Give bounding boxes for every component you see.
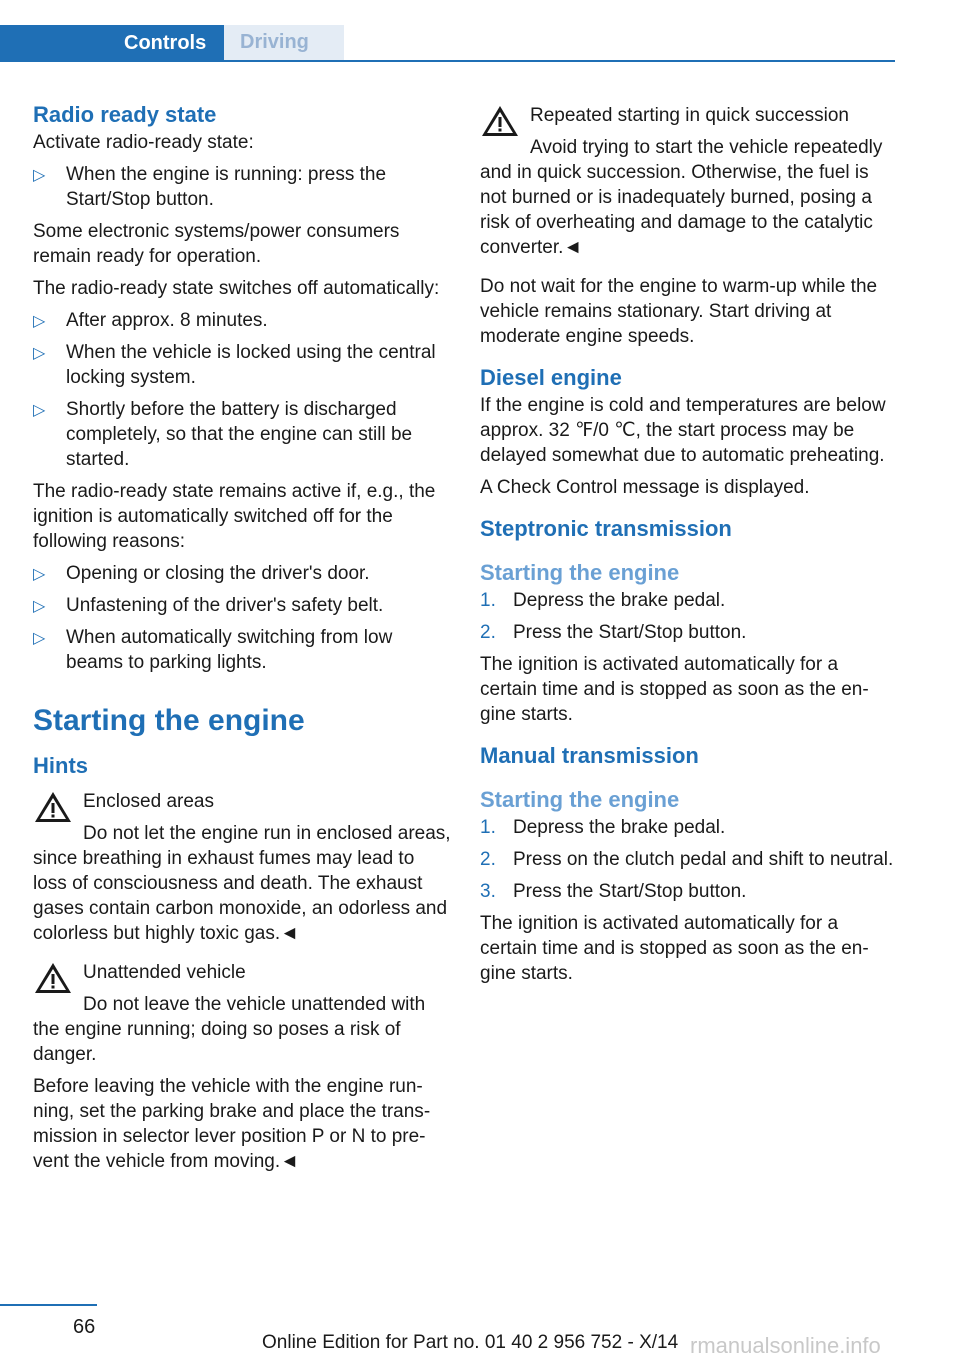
- steptronic-heading: Steptronic transmission: [480, 516, 732, 541]
- manual-steps: [480, 815, 898, 904]
- radio-list-3: [33, 561, 451, 675]
- radio-paragraph-3: The radio-ready state remains active if, e.g., the ignition is automatically switched off for the following reasons:: [33, 481, 436, 552]
- edition-label: Online Edition for Part no. 01 40 2 956 752 - X/14: [262, 1332, 679, 1353]
- list-item: 2. Press on the clutch pedal and shift to neutral.: [480, 849, 894, 870]
- list-item: 1. Depress the brake pedal.: [480, 817, 726, 838]
- steptronic-paragraph: The ignition is activated automatically for a certain time and is stopped as soon as the engine starts.: [480, 654, 869, 725]
- manual-paragraph: The ignition is activated automatically for a certain time and is stopped as soon as the engine starts.: [480, 913, 869, 984]
- right-column: [480, 100, 898, 993]
- list-item: ▷ Unfastening of the driver's safety belt.: [33, 593, 451, 618]
- warning-triangle-icon: [480, 103, 520, 139]
- diesel-paragraph-1: If the engine is cold and temperatures are below approx. 32 ℉/0 ℃, the start process may be delayed somewhat due to automatic preheating.: [480, 395, 886, 466]
- manual-subheading: Starting the engine: [480, 787, 680, 812]
- radio-list-1: [33, 162, 451, 212]
- list-item: 2. Press the Start/Stop button.: [480, 622, 747, 643]
- bullet-icon: ▷: [33, 630, 46, 647]
- bullet-icon: ▷: [33, 313, 46, 330]
- list-item: ▷ After approx. 8 minutes.: [33, 308, 451, 333]
- tab-controls[interactable]: Controls: [0, 25, 224, 62]
- radio-ready-heading: Radio ready state: [33, 102, 217, 127]
- steptronic-subheading: Starting the engine: [480, 560, 680, 585]
- warning-title: Enclosed areas: [83, 791, 214, 812]
- watermark: rmanualsonline.info: [690, 1333, 881, 1358]
- bullet-icon: ▷: [33, 402, 46, 419]
- manual-heading: Manual transmission: [480, 743, 699, 768]
- list-item: ▷ Shortly before the battery is discharged completely, so that the engine can still be started.: [33, 399, 413, 470]
- list-item: 1. Depress the brake pedal.: [480, 590, 726, 611]
- left-column: [33, 100, 451, 1181]
- radio-list-2: [33, 308, 451, 472]
- bullet-icon: ▷: [33, 167, 46, 184]
- warning-unattended-vehicle: [33, 960, 451, 1067]
- warning-title: Repeated starting in quick succession: [530, 105, 849, 126]
- warmup-paragraph: Do not wait for the engine to warm-up while the vehicle remains stationary. Start driving at moderate engine speeds.: [480, 276, 878, 347]
- tab-driving[interactable]: Driving: [224, 25, 344, 60]
- diesel-paragraph-2: A Check Control message is displayed.: [480, 477, 810, 498]
- warning-title: Unattended vehicle: [83, 962, 246, 983]
- bullet-icon: ▷: [33, 566, 46, 583]
- header-rule: [0, 60, 895, 62]
- warning-text: Do not let the engine run in enclosed areas, since breathing in exhaust fumes may lead to loss of consciousness and death. The exhaust gases contain carbon monoxide, an odorless and colorless but highly toxic gas.◄: [33, 823, 451, 944]
- page-header: [0, 0, 895, 62]
- list-item: ▷ When the engine is running: press the Start/Stop button.: [33, 164, 387, 210]
- warning-triangle-icon: [33, 789, 73, 825]
- warning-text: Avoid trying to start the vehicle repeatedly and in quick succession. Otherwise, the fuel is not burned or is inadequately burned, posing a risk of overheating and damage to the catalytic converter.◄: [480, 137, 883, 258]
- hints-heading: Hints: [33, 753, 88, 778]
- list-item: ▷ When the vehicle is locked using the central locking system.: [33, 342, 436, 388]
- radio-paragraph-1: Some electronic systems/power consumers remain ready for operation.: [33, 221, 400, 267]
- radio-intro: Activate radio-ready state:: [33, 132, 254, 153]
- list-item: ▷ Opening or closing the driver's door.: [33, 561, 451, 586]
- page-number: 66: [73, 1316, 96, 1338]
- warning-text: Do not leave the vehicle unattended with the engine running; doing so poses a risk of danger.: [33, 994, 426, 1065]
- footer-rule: [0, 1304, 97, 1306]
- bullet-icon: ▷: [33, 598, 46, 615]
- warning-triangle-icon: [33, 960, 73, 996]
- radio-paragraph-2: The radio-ready state switches off automatically:: [33, 278, 440, 299]
- warning-repeated-starting: [480, 103, 898, 260]
- bullet-icon: ▷: [33, 345, 46, 362]
- diesel-heading: Diesel engine: [480, 365, 622, 390]
- steptronic-steps: [480, 588, 898, 645]
- unattended-paragraph: Before leaving the vehicle with the engine running, set the parking brake and place the transmission in selector lever position P or N to prevent the vehicle from moving.◄: [33, 1076, 431, 1172]
- list-item: 3. Press the Start/Stop button.: [480, 881, 747, 902]
- starting-engine-heading: Starting the engine: [33, 704, 305, 737]
- list-item: ▷ When automatically switching from low beams to parking lights.: [33, 627, 393, 673]
- warning-enclosed-areas: [33, 789, 451, 946]
